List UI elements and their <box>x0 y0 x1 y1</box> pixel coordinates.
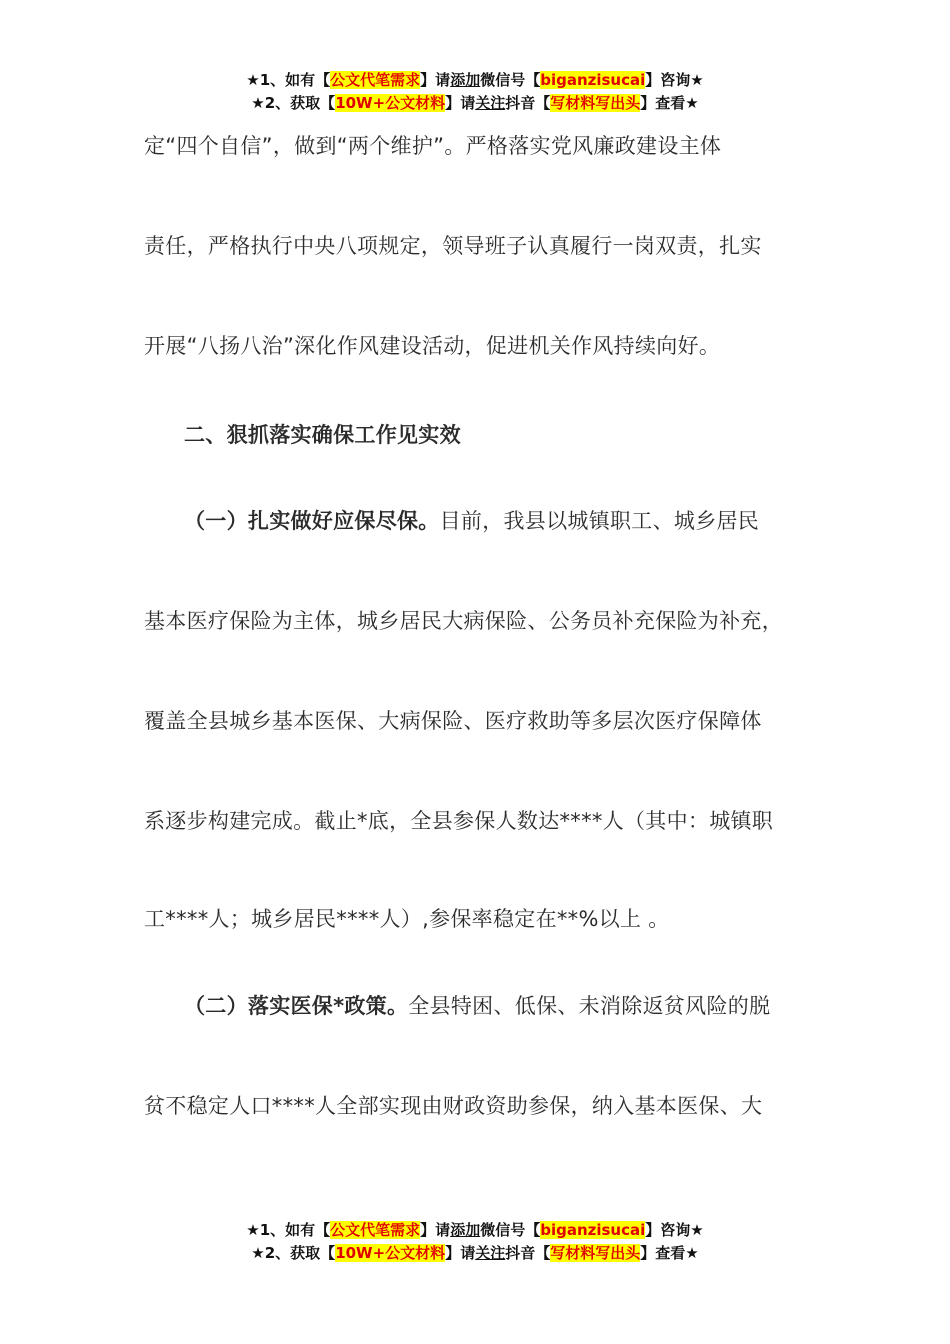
highlight-service: 公文代笔需求 <box>330 1221 421 1239</box>
paragraph-line: 系逐步构建完成。截止*底，全县参保人数达****人（其中：城镇职 <box>144 809 774 833</box>
header-banner <box>0 69 950 115</box>
paragraph-line: 贫不稳定人口****人全部实现由财政资助参保，纳入基本医保、大 <box>144 1094 763 1118</box>
highlight-materials: 10W+公文材料 <box>335 1244 446 1262</box>
section-heading: 二、狠抓落实确保工作见实效 <box>184 423 461 447</box>
paragraph-line: 基本医疗保险为主体，城乡居民大病保险、公务员补充保险为补充， <box>144 609 783 633</box>
footer-line-1: ★1、如有【公文代笔需求】请添加微信号【biganzisucai】咨询★ <box>246 1221 704 1239</box>
paragraph-line: 覆盖全县城乡基本医保、大病保险、医疗救助等多层次医疗保障体 <box>144 709 762 733</box>
wechat-id: biganzisucai <box>540 1221 646 1239</box>
subsection-line: （一）扎实做好应保尽保。目前，我县以城镇职工、城乡居民 <box>184 509 760 533</box>
subsection-line: （二）落实医保*政策。全县特困、低保、未消除返贫风险的脱 <box>184 994 771 1018</box>
subsection-title: （二）落实医保*政策。 <box>184 994 409 1018</box>
header-line-1: ★1、如有【公文代笔需求】请添加微信号【biganzisucai】咨询★ <box>246 71 704 89</box>
douyin-account: 写材料写出头 <box>550 1244 641 1262</box>
highlight-materials: 10W+公文材料 <box>335 94 446 112</box>
paragraph-line: 责任，严格执行中央八项规定，领导班子认真履行一岗双责，扎实 <box>144 234 762 258</box>
paragraph-line: 工****人；城乡居民****人）,参保率稳定在**%以上 。 <box>144 907 670 931</box>
subsection-title: （一）扎实做好应保尽保。 <box>184 509 440 533</box>
footer-banner <box>0 1219 950 1265</box>
paragraph-line: 开展“八扬八治”深化作风建设活动，促进机关作风持续向好。 <box>144 334 721 358</box>
paragraph-line: 定“四个自信”，做到“两个维护”。严格落实党风廉政建设主体 <box>144 134 722 158</box>
footer-line-2: ★2、获取【10W+公文材料】请关注抖音【写材料写出头】查看★ <box>251 1244 699 1262</box>
highlight-service: 公文代笔需求 <box>330 71 421 89</box>
header-line-2: ★2、获取【10W+公文材料】请关注抖音【写材料写出头】查看★ <box>251 94 699 112</box>
wechat-id: biganzisucai <box>540 71 646 89</box>
douyin-account: 写材料写出头 <box>550 94 641 112</box>
